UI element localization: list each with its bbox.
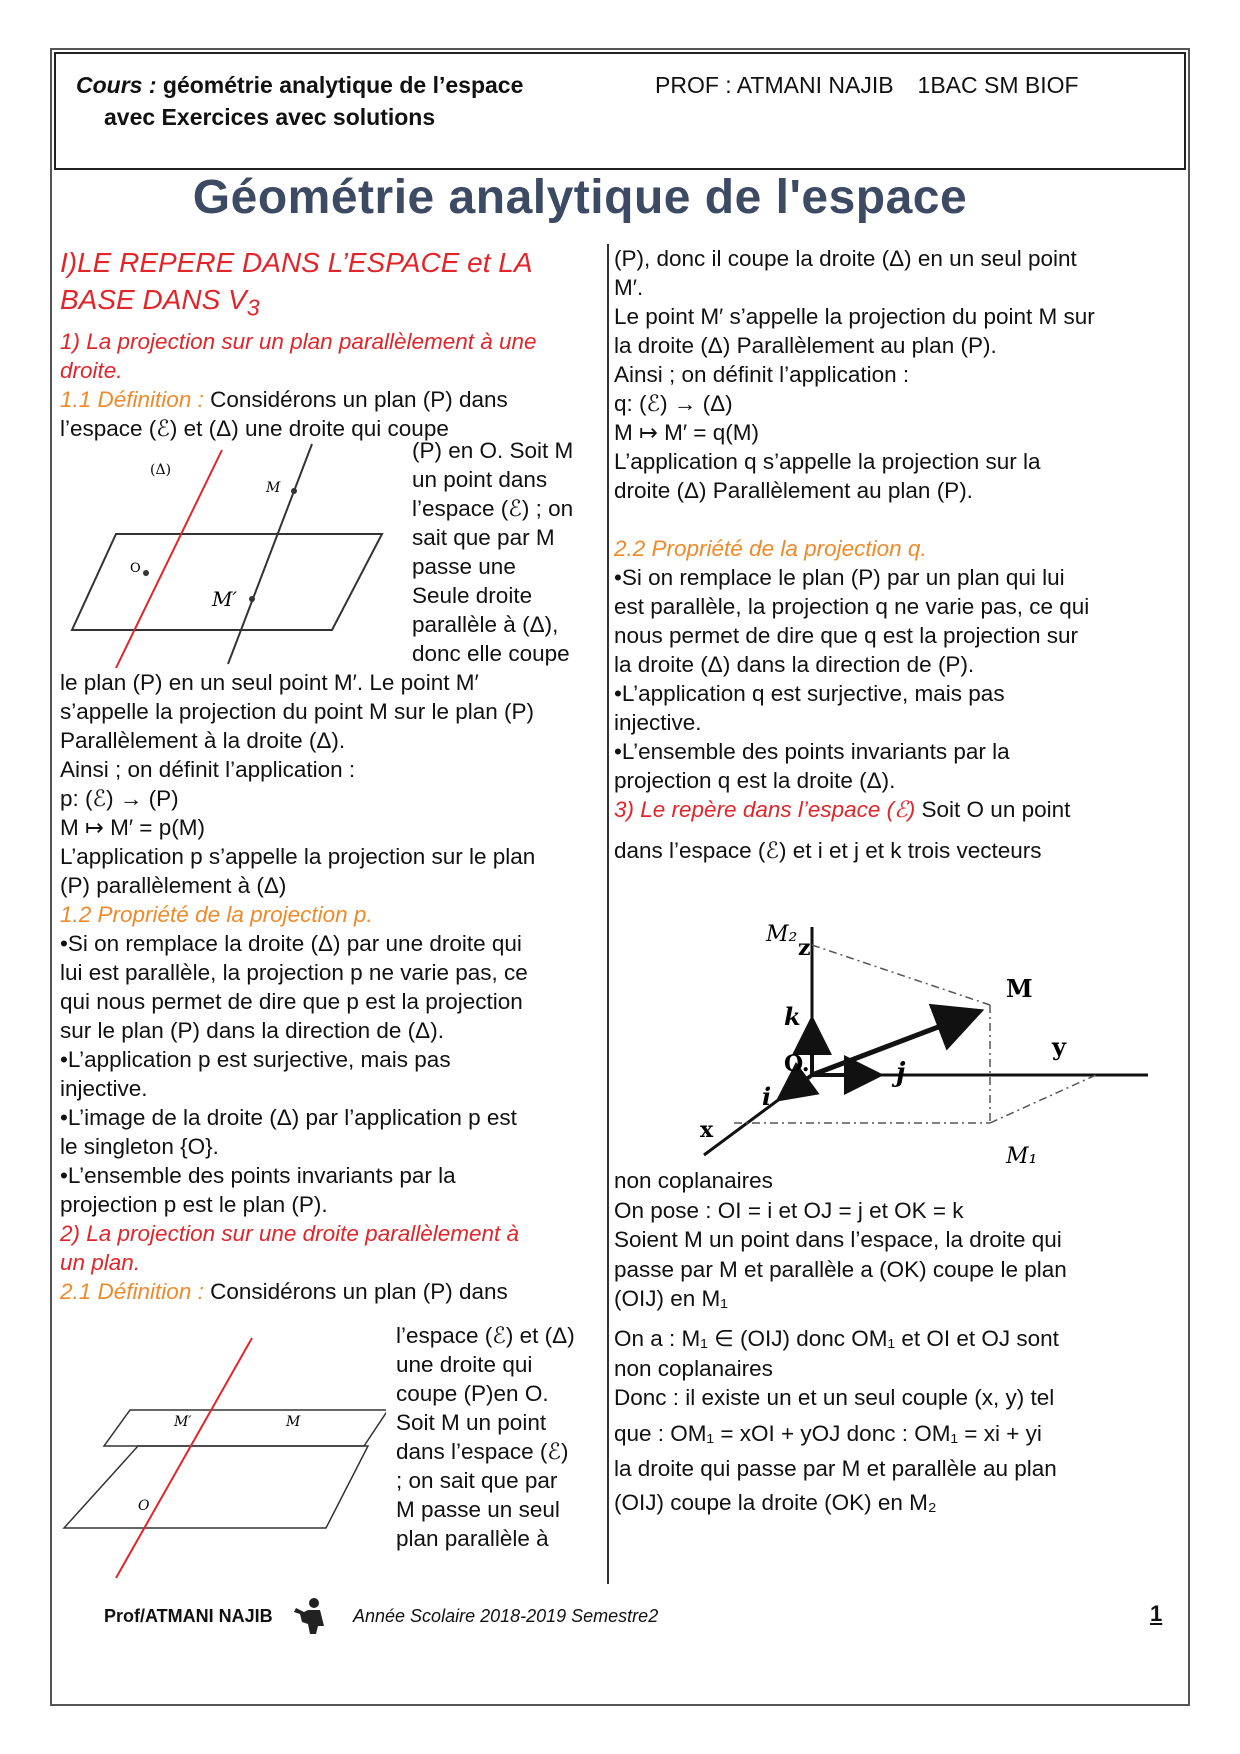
wrap2-line: une droite qui (396, 1352, 533, 1377)
property-line: •L’application p est surjective, mais pas (60, 1047, 451, 1072)
heading-1b-sub: 3 (246, 294, 260, 321)
property-line: •L’application q est surjective, mais pas (614, 681, 1005, 706)
text-line: Donc : il existe un et un seul couple (x, y) tel (614, 1385, 1055, 1411)
figure-space-frame (700, 905, 1170, 1175)
def-1-1-text: Considérons un plan (P) dans (203, 386, 508, 412)
text-line: On a : M₁ ∈ (OIJ) donc OM₁ et OI et OJ sont (614, 1325, 1059, 1351)
fig2-m-label: M (286, 1414, 301, 1430)
wrap2-line: dans l’espace (ℰ) (396, 1439, 569, 1464)
course-title-text: géométrie analytique de l’espace (162, 72, 524, 98)
point-mprime (249, 596, 255, 602)
text-line: Soient M un point dans l’espace, la droite qui (614, 1227, 1062, 1253)
fig3-j-label: j (896, 1058, 906, 1088)
property-line: injective. (60, 1076, 148, 1101)
delta-line (116, 1338, 252, 1578)
upper-plane (104, 1410, 386, 1446)
text-line: Ainsi ; on définit l’application : (60, 757, 356, 782)
wrap1-line: (P) en O. Soit M (412, 438, 574, 463)
wrap1-line: passe une (412, 554, 516, 579)
dash-m1-y (990, 1075, 1096, 1123)
fig3-i-label: i (762, 1082, 772, 1111)
text-line: passe par M et parallèle a (OK) coupe le plan (614, 1256, 1067, 1282)
wrap2-line: coupe (P)en O. (396, 1381, 549, 1406)
wrap1-line: sait que par M (412, 525, 555, 550)
text-line: Ainsi ; on définit l’application : (614, 362, 910, 387)
wrap-text-1 (412, 436, 602, 668)
property-line: injective. (614, 710, 702, 735)
fig1-delta-label: (Δ) (150, 462, 172, 478)
text-line: le plan (P) en un seul point M′. Le point M′ (60, 670, 479, 695)
delta-line (116, 450, 222, 668)
wrap1-line: un point dans (412, 467, 548, 492)
teacher-figure-icon (292, 1596, 332, 1634)
vector-i (782, 1075, 812, 1097)
header-right (655, 72, 1103, 99)
wrap1-line: Seule droite (412, 583, 533, 608)
class-level: 1BAC SM BIOF (917, 72, 1079, 98)
course-title (76, 72, 523, 99)
lower-plane (64, 1446, 368, 1528)
property-line: •L’ensemble des points invariants par la (614, 739, 1010, 764)
page-title: Géométrie analytique de l'espace (192, 171, 968, 224)
definition-1-1-line2: l’espace (ℰ) et (Δ) une droite qui coupe (60, 415, 449, 441)
text-line: M ↦ M′ = q(M) (614, 420, 759, 445)
text-line: que : OM₁ = xOI + yOJ donc : OM₁ = xi + yi (614, 1420, 1042, 1446)
heading-1b-text: BASE DANS V (60, 284, 247, 315)
fig3-x-label: x (700, 1117, 714, 1143)
subsection-1: 1) La projection sur un plan parallèlement à une (60, 328, 537, 354)
course-prefix: Cours : (76, 72, 157, 98)
wrap1-line: donc elle coupe (412, 641, 570, 666)
plane-shape (72, 534, 382, 630)
subsection-1-2: 1.2 Propriété de la projection p. (60, 902, 373, 927)
property-line: est parallèle, la projection q ne varie pas, ce qui (614, 594, 1090, 619)
property-line: projection p est le plan (P). (60, 1192, 328, 1217)
wrap2-line: plan parallèle à (396, 1526, 549, 1551)
fig1-mprime-label: M′ (212, 587, 238, 611)
def-1-1-label: 1.1 Définition : (60, 386, 204, 412)
figure-plane-projection (66, 436, 406, 676)
spacer (614, 505, 1174, 534)
property-line: nous permet de dire que q est la projection sur (614, 623, 1079, 648)
right-column-body (614, 1166, 1174, 1518)
wrap2-line: M passe un seul (396, 1497, 560, 1522)
fig3-y-label: y (1052, 1032, 1066, 1061)
section-3-label: 3) Le repère dans l’espace (ℰ) (614, 797, 916, 822)
text-line: s’appelle la projection du point M sur le plan (P) (60, 699, 535, 724)
text-line: (OIJ) coupe la droite (OK) en M₂ (614, 1489, 937, 1515)
text-line: non coplanaires (614, 1168, 773, 1193)
wrap2-line: ; on sait que par (396, 1468, 558, 1493)
wrap2-line: l’espace (ℰ) et (Δ) (396, 1323, 575, 1348)
fig3-m1-label: M₁ (1006, 1144, 1038, 1169)
text-line: droite (Δ) Parallèlement au plan (P). (614, 478, 973, 503)
property-line: la droite (Δ) dans la direction de (P). (614, 652, 975, 677)
wrap1-line: l’espace (ℰ) ; on (412, 496, 574, 521)
property-line: •Si on remplace la droite (Δ) par une droite qui (60, 931, 522, 956)
subsection-2-2: 2.2 Propriété de la projection q. (614, 536, 927, 561)
page-number: 1 (1150, 1601, 1163, 1626)
text-line: Le point M′ s’appelle la projection du point M sur (614, 304, 1095, 329)
property-line: projection q est la droite (Δ). (614, 768, 896, 793)
subsection-2-cont: un plan. (60, 1250, 141, 1275)
subsection-2: 2) La projection sur une droite parallèlement à (60, 1221, 520, 1246)
wrap1-line: parallèle à (Δ), (412, 612, 559, 637)
left-column-body (60, 668, 605, 1306)
text-line: non coplanaires (614, 1355, 773, 1381)
property-line: •L’image de la droite (Δ) par l’application p est (60, 1105, 517, 1130)
def-2-1-text: Considérons un plan (P) dans (203, 1279, 508, 1304)
fig3-m2-label: M₂ (766, 922, 798, 947)
left-column (60, 244, 605, 443)
right-column (614, 244, 1174, 865)
dash-m2-m (812, 945, 990, 1005)
fig2-o-label: O (138, 1498, 150, 1514)
text-line: la droite qui passe par M et parallèle au plan (614, 1456, 1057, 1482)
text-line: (P), donc il coupe la droite (Δ) en un seul point (614, 246, 1077, 271)
figure-line-projection (56, 1328, 386, 1588)
footer-school-year: Année Scolaire 2018-2019 Semestre2 (353, 1606, 659, 1626)
fig3-m-label: M (1006, 974, 1033, 1003)
wrap2-line: Soit M un point (396, 1410, 547, 1435)
text-line: la droite (Δ) Parallèlement au plan (P). (614, 333, 997, 358)
text-line: p: (ℰ) → (P) (60, 786, 179, 811)
text-line: q: (ℰ) → (Δ) (614, 391, 733, 416)
fig3-z-label: z (798, 935, 811, 961)
property-line: •Si on remplace le plan (P) par un plan qui lui (614, 565, 1065, 590)
definition-1-1 (60, 385, 605, 414)
point-m (291, 488, 297, 494)
section-3-text: Soit O un point (915, 797, 1071, 822)
text-line: (OIJ) en M₁ (614, 1286, 728, 1312)
fig1-m-label: M (266, 480, 281, 496)
fig1-o-label: O (130, 561, 141, 576)
property-line: sur le plan (P) dans la direction de (Δ). (60, 1018, 444, 1043)
point-o (143, 570, 149, 576)
vector-line: dans l’espace (ℰ) et i et j et k trois vecteurs (614, 838, 1042, 863)
footer-author: Prof/ATMANI NAJIB (104, 1606, 273, 1626)
definition-2-1 (60, 1277, 605, 1306)
fig2-mprime-label: M′ (174, 1414, 192, 1430)
subsection-1-cont: droite. (60, 357, 123, 383)
section-heading-1a: I)LE REPERE DANS L’ESPACE et LA (60, 247, 533, 278)
prof-name: PROF : ATMANI NAJIB (655, 72, 894, 98)
column-divider (607, 244, 609, 1584)
text-line: On pose : OI = i et OJ = j et OK = k (614, 1197, 964, 1223)
property-line: qui nous permet de dire que p est la projection (60, 989, 523, 1014)
def-2-1-label: 2.1 Définition : (60, 1279, 204, 1304)
fig3-k-label: k (784, 1002, 801, 1031)
section-3 (614, 795, 1174, 824)
property-line: le singleton {O}. (60, 1134, 219, 1159)
text-line: M ↦ M′ = p(M) (60, 815, 205, 840)
wrap-text-2 (396, 1321, 606, 1553)
fig3-o-label: O. (784, 1051, 810, 1077)
property-line: lui est parallèle, la projection p ne varie pas, ce (60, 960, 528, 985)
text-line: Parallèlement à la droite (Δ). (60, 728, 346, 753)
text-line: L’application q s’appelle la projection sur la (614, 449, 1041, 474)
property-line: •L’ensemble des points invariants par la (60, 1163, 456, 1188)
course-title-line2: avec Exercices avec solutions (104, 104, 436, 130)
text-line: (P) parallèlement à (Δ) (60, 873, 287, 898)
text-line: M′. (614, 275, 644, 300)
vector-om (812, 1013, 975, 1075)
section-heading-1b (60, 281, 605, 327)
text-line: L’application p s’appelle la projection sur le plan (60, 844, 536, 869)
